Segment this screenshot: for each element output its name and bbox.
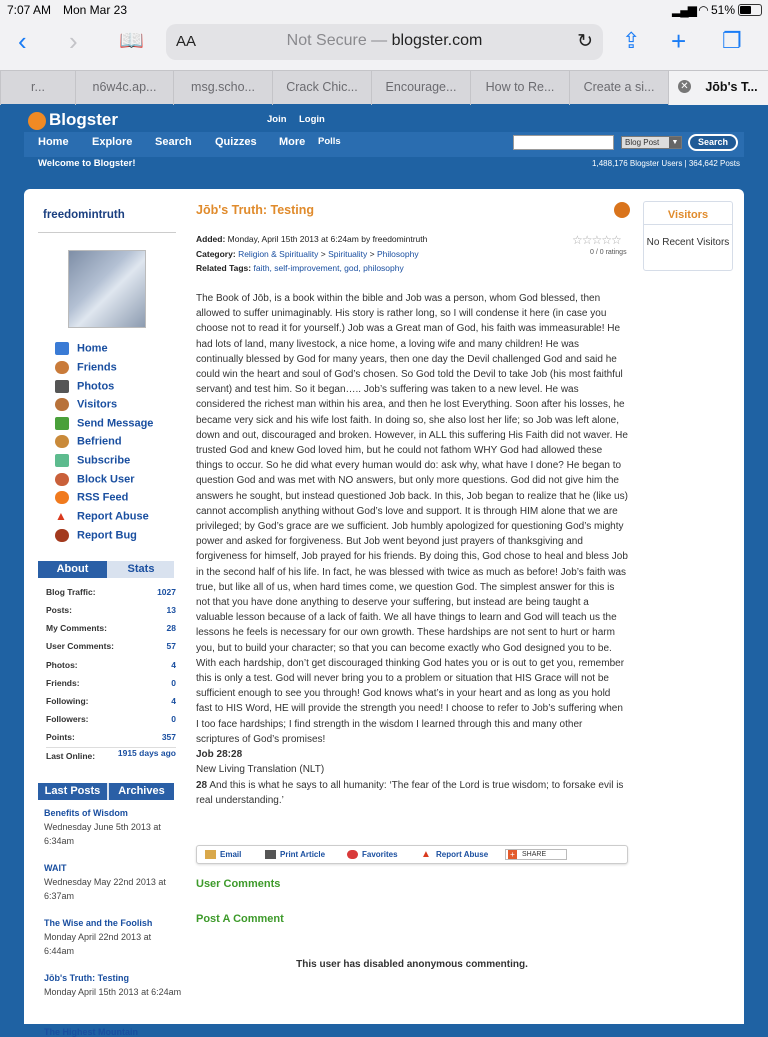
tab-active[interactable]: Jōb's T... (668, 71, 768, 105)
tab-last-posts[interactable]: Last Posts (38, 783, 107, 800)
sidebar-item-visitors[interactable]: Visitors (55, 398, 117, 411)
site-search-button[interactable]: Search (688, 134, 738, 151)
visitors-box (643, 201, 733, 271)
recent-post-link[interactable]: WAIT (44, 863, 67, 873)
visitors-icon (55, 398, 69, 411)
stat-row: Photos: 4 (46, 660, 176, 670)
tab-7[interactable]: Create a si... (569, 71, 668, 105)
email-button[interactable]: Email (205, 850, 241, 859)
heart-icon (347, 850, 358, 859)
status-date: Mon Mar 23 (63, 3, 128, 17)
tabs-overview-icon[interactable]: ❐ (722, 28, 742, 53)
recent-post-date: Wednesday May 22nd 2013 at 6:37am (44, 877, 166, 901)
recent-post-link[interactable]: The Wise and the Foolish (44, 918, 153, 928)
login-link[interactable]: Login (299, 114, 325, 125)
visitors-empty-text: No Recent Visitors (646, 237, 730, 248)
befriend-icon (55, 435, 69, 448)
url-domain: blogster.com (391, 32, 483, 49)
post-category: Category: Religion & Spirituality > Spirituality > Philosophy (196, 249, 419, 259)
welcome-text: Welcome to Blogster! (38, 158, 136, 169)
menu-quizzes[interactable]: Quizzes (215, 136, 257, 148)
subscribe-icon (55, 454, 69, 467)
post-body (196, 291, 628, 808)
posts-archives-tabs (38, 783, 174, 800)
category-link[interactable]: Religion & Spirituality (238, 249, 319, 259)
battery-percent: 51% (711, 3, 736, 17)
report-abuse-button[interactable]: ▲ Report Abuse (421, 849, 489, 861)
print-article-button[interactable]: Print Article (265, 850, 325, 859)
verse-text: 28 And this is what he says to all humanity: ‘The fear of the Lord is true wisdom; to forsake evil is real understanding.’ (196, 779, 624, 806)
profile-username[interactable]: freedomintruth (43, 209, 125, 221)
post-title: Jōb's Truth: Testing (196, 203, 315, 217)
sidebar-item-send-message[interactable]: Send Message (55, 417, 153, 430)
page-content (24, 189, 744, 1037)
address-bar[interactable] (166, 24, 603, 60)
post-tags: Related Tags: faith, self-improvement, god, philosophy (196, 263, 404, 273)
category-link[interactable]: Philosophy (376, 249, 419, 259)
warning-icon: ▲ (55, 509, 67, 523)
anonymous-disabled-notice: This user has disabled anonymous commenting. (296, 959, 528, 970)
sidebar-item-friends[interactable]: Friends (55, 361, 117, 374)
email-icon (205, 850, 216, 859)
share-button[interactable]: + SHARE (505, 849, 567, 860)
stat-row: Points: 357 (46, 732, 176, 742)
back-icon[interactable]: ‹ (18, 26, 27, 56)
sidebar-item-subscribe[interactable]: Subscribe (55, 454, 130, 467)
category-link[interactable]: Spirituality (328, 249, 368, 259)
post-actions-bar (196, 845, 628, 864)
close-tab-icon[interactable]: ✕ (678, 80, 691, 93)
menu-home[interactable]: Home (38, 136, 69, 148)
friends-icon (55, 361, 69, 374)
tab-about[interactable]: About (38, 561, 107, 578)
stat-row: Friends: 0 (46, 678, 176, 688)
sidebar-item-befriend[interactable]: Befriend (55, 435, 122, 448)
menu-polls[interactable]: Polls (318, 136, 341, 147)
stat-row: User Comments: 57 (46, 641, 176, 651)
sidebar-item-rss-feed[interactable]: RSS Feed (55, 491, 128, 504)
stat-row: Last Online: 1915 days ago (46, 748, 176, 761)
tab-1[interactable]: r... (0, 71, 75, 105)
post-added: Added: Monday, April 15th 2013 at 6:24am by freedomintruth (196, 234, 428, 244)
sidebar-item-block-user[interactable]: Block User (55, 473, 134, 486)
block-user-icon (55, 473, 69, 486)
rating-stars[interactable]: ☆☆☆☆☆ (572, 233, 621, 247)
post-comment-heading: Post A Comment (196, 913, 284, 925)
stat-row: Following: 4 (46, 696, 176, 706)
stat-row: Followers: 0 (46, 714, 176, 724)
status-time: 7:07 AM (7, 3, 52, 17)
main-menu (24, 132, 744, 157)
join-link[interactable]: Join (267, 114, 287, 125)
verse-reference: Job 28:28 (196, 749, 243, 761)
share-icon[interactable]: ⇪ (622, 28, 641, 53)
battery-icon (738, 4, 762, 16)
user-comments-heading: User Comments (196, 878, 281, 890)
post-paragraph: The Book of Jōb, is a book within the bible and Job was a person, whom God blessed, then allowed to suffer unimaginably. His story is rather long, so I will condense it here (in case you choose not to read it for yourself.) Job was a Great man of God, his faith was immeasurable! He had lots of land, many livestock, a nice home, a loving wife and many children! He was continually blessed by God for many years, then one day the Devil challenged God and said he could win the heart and soul of God’s chosen. So God told the Devil to take Job (his most faithful servant) and test him. So it began….. Job’s suffering was taken to a new level. He was considered the richest man within his area, and then he lost Everything. Soon after his losses, he became very sick and his wife lost faith. In doing so, she also lost her life; so Job was left alone, down and out, discouraged and broken. However, in ALL this suffering His Faith did not waver. He trusted God and knew God loved him, but he could not fathom WHY God had allowed these things to occur. So he did what every human would do: ask why, what have I done? He began to question God and was met with NO answers, but only more questions. God did not give him the answers he sought, but instead questioned Job back. In this, Job began to realize that he (like us) cannot accomplish anything without God’s love and support. It is through HIM alone that we are privileged; by God’s grace are we sufficient. Job humbly apologized for questioning God’s mighty power and asked for forgiveness. But Job went beyond just prayers of thanksgiving and forgiveness for himself, Job prayed for his friends. By doing this, God chose to heal and bless Job in the second half of his life. In fact, he was blessed with twice as much as before! Job’s faith was true, but like all of us, when hard times come, we question God. The simplest answer for this is not that you have done anything to deserve your suffering, but instead are being taught a valuable lesson because of a lack of faith. We all have things to learn and God will teach us the lessons he feels is necessary for our own growth. These hardships are not sent to hurt or harm you, but to build your character; so that you can become exactly who God designed you to be. With each hardship, don’t get discouraged thinking God hates you or is out to get you, remember this is only a test. God will never bring you to a problem or situation that HIS Grace will not be sufficient enough to see you through! God knows what’s in your heart and as long as you hold fast to HIS Word, HE will provide the strength you need! I choose to refer to Job’s suffering when I too face hardships; I find strength in the wisdom I learned through this and many other scriptures of God’s promises! (196, 293, 628, 745)
menu-search[interactable]: Search (155, 136, 192, 148)
stat-row: Posts: 13 (46, 605, 176, 615)
browser-chrome (0, 0, 768, 104)
sidebar-item-photos[interactable]: Photos (55, 380, 114, 393)
divider (38, 232, 176, 233)
logo-ball-icon (28, 112, 46, 130)
warning-icon: ▲ (421, 849, 431, 861)
signal-icon: ▂▄▆ ◠ (672, 3, 708, 17)
site-stats: 1,488,176 Blogster Users | 364,642 Posts (592, 159, 740, 168)
sidebar-item-report-abuse[interactable]: ▲ Report Abuse (55, 509, 149, 523)
camera-icon (55, 380, 69, 393)
url-text (166, 32, 603, 50)
about-stats-tabs (38, 561, 174, 578)
chevron-down-icon: ▼ (669, 137, 681, 148)
tab-stats[interactable]: Stats (127, 563, 155, 575)
site-header (24, 105, 744, 177)
blogster-badge-icon (614, 202, 630, 218)
recent-post-link[interactable]: The Highest Mountain (44, 1027, 138, 1037)
not-secure-label: Not Secure — (286, 32, 388, 49)
sidebar-item-home[interactable]: Home (55, 342, 108, 355)
tab-3[interactable]: msg.scho... (173, 71, 272, 105)
tab-archives[interactable]: Archives (109, 783, 174, 800)
search-type-select[interactable]: Blog Post ▼ (621, 136, 682, 149)
ratings-count: 0 / 0 ratings (590, 249, 627, 256)
forward-icon[interactable]: › (69, 26, 78, 56)
stat-row: My Comments: 28 (46, 623, 176, 633)
visitors-title: Visitors (667, 209, 709, 221)
tab-2[interactable]: n6w4c.ap... (75, 71, 173, 105)
recent-post-link[interactable]: Benefits of Wisdom (44, 808, 128, 818)
blogster-logo[interactable]: Blogster (28, 108, 152, 132)
divider (644, 224, 732, 225)
menu-more[interactable]: More (279, 136, 306, 148)
rss-icon (55, 491, 69, 504)
avatar[interactable] (68, 250, 146, 328)
favorites-button[interactable]: Favorites (347, 850, 398, 859)
verse-translation: New Living Translation (NLT) (196, 764, 325, 776)
tags-links[interactable]: faith, self-improvement, god, philosophy (253, 263, 404, 273)
tab-5[interactable]: Encourage... (371, 71, 470, 105)
tab-4[interactable]: Crack Chic... (272, 71, 371, 105)
bookmarks-icon[interactable]: 📖 (119, 30, 144, 52)
stat-row: Blog Traffic: 1027 (46, 587, 176, 597)
recent-post-date: Monday April 22nd 2013 at 6:44am (44, 932, 152, 956)
recent-post-link[interactable]: Jōb's Truth: Testing (44, 973, 129, 983)
bug-icon (55, 529, 69, 542)
home-icon (55, 342, 69, 355)
reader-aa-button[interactable]: AA (176, 33, 197, 50)
tab-6[interactable]: How to Re... (470, 71, 569, 105)
new-tab-icon[interactable]: + (671, 26, 687, 56)
menu-explore[interactable]: Explore (92, 136, 133, 148)
send-message-icon (55, 417, 69, 430)
recent-post-date: Monday April 15th 2013 at 6:24am (44, 987, 182, 997)
site-search-input[interactable] (513, 135, 614, 150)
printer-icon (265, 850, 276, 859)
sidebar-item-report-bug[interactable]: Report Bug (55, 529, 137, 542)
tab-bar (0, 70, 768, 104)
recent-post-date: Wednesday June 5th 2013 at 6:34am (44, 822, 161, 846)
reload-icon[interactable]: ↻ (577, 31, 593, 52)
